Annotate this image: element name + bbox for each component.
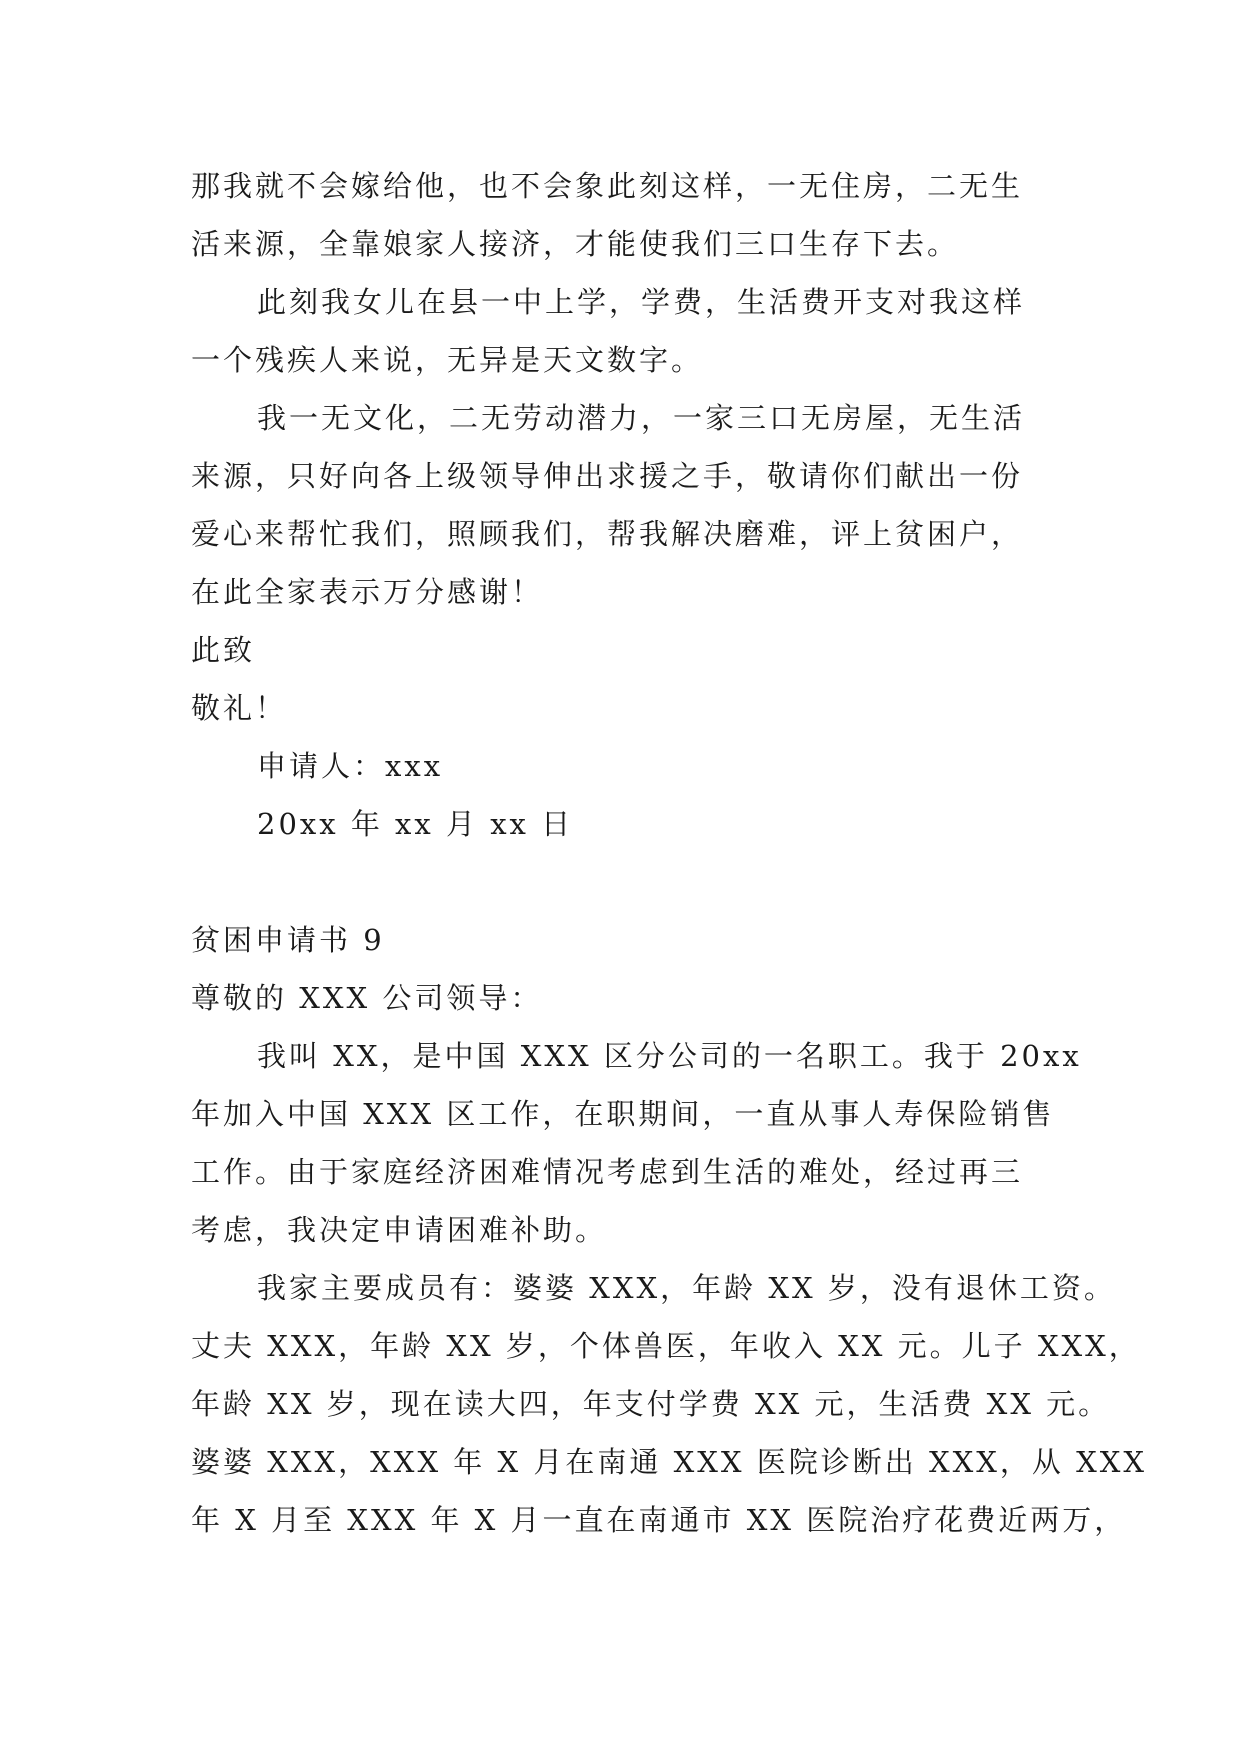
text-line: 工作。由于家庭经济困难情况考虑到生活的难处，经过再三 [191,1155,1024,1189]
text-line: 我叫 XX，是中国 XXX 区分公司的一名职工。我于 20xx [257,1039,1082,1073]
text-line: 年 X 月至 XXX 年 X 月一直在南通市 XX 医院治疗花费近两万， [191,1503,1127,1537]
text-line: 丈夫 XXX，年龄 XX 岁，个体兽医，年收入 XX 元。儿子 XXX， [191,1329,1141,1363]
text-line: 此刻我女儿在县一中上学，学费，生活费开支对我这样 [257,285,1026,319]
text-line: 婆婆 XXX，XXX 年 X 月在南通 XXX 医院诊断出 XXX，从 XXX [191,1445,1148,1479]
text-line: 年加入中国 XXX 区工作，在职期间，一直从事人寿保险销售 [191,1097,1055,1131]
applicant-signature: 申请人：xxx [257,749,444,783]
text-line: 我一无文化，二无劳动潜力，一家三口无房屋，无生活 [257,401,1026,435]
text-line: 一个残疾人来说，无异是天文数字。 [191,343,704,377]
closing-regards: 敬礼！ [191,691,288,725]
letter-greeting: 尊敬的 XXX 公司领导： [191,981,543,1015]
text-line: 考虑，我决定申请困难补助。 [191,1213,608,1247]
text-line: 那我就不会嫁给他，也不会象此刻这样，一无住房，二无生 [191,169,1024,203]
closing-salutation: 此致 [191,633,256,667]
text-line: 活来源，全靠娘家人接济，才能使我们三口生存下去。 [191,227,960,261]
text-line: 爱心来帮忙我们，照顾我们，帮我解决磨难，评上贫困户， [191,517,1024,551]
text-line: 年龄 XX 岁，现在读大四，年支付学费 XX 元，生活费 XX 元。 [191,1387,1111,1421]
signature-date: 20xx 年 xx 月 xx 日 [257,807,574,841]
text-line: 在此全家表示万分感谢！ [191,575,544,609]
text-line: 来源，只好向各上级领导伸出求援之手，敬请你们献出一份 [191,459,1024,493]
text-line: 我家主要成员有：婆婆 XXX，年龄 XX 岁，没有退休工资。 [257,1271,1116,1305]
section-heading: 贫困申请书 9 [191,923,385,957]
